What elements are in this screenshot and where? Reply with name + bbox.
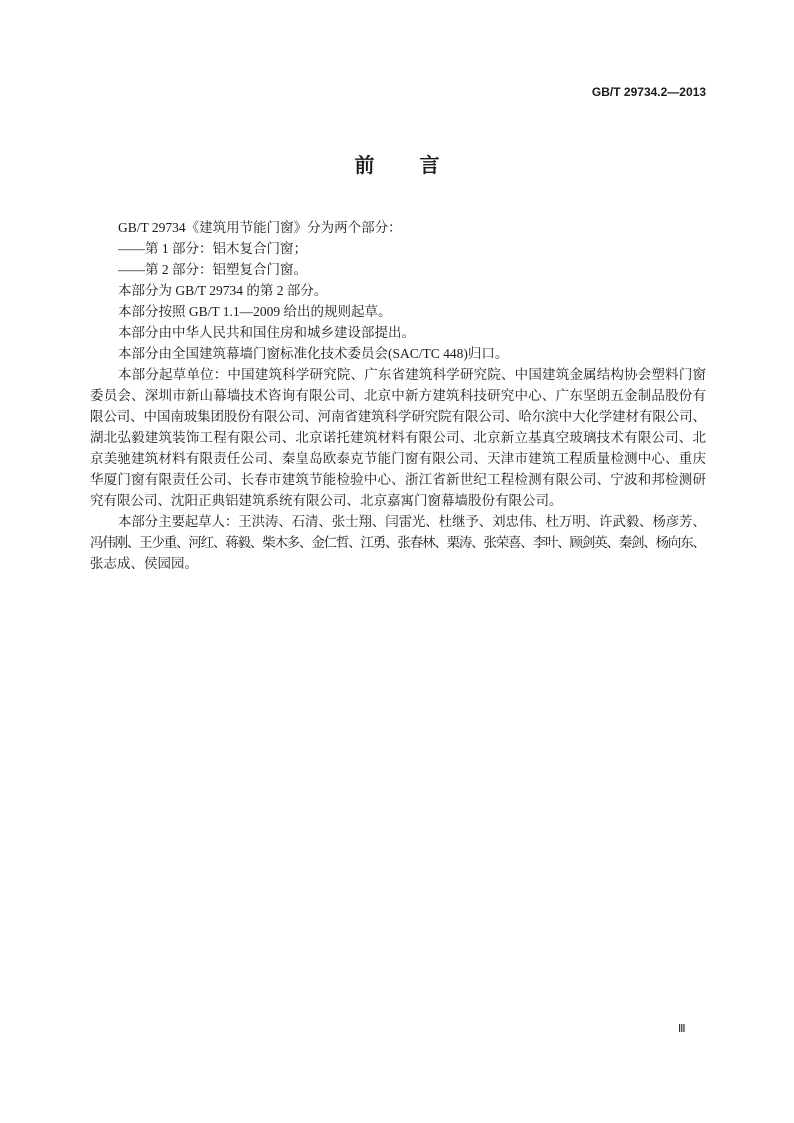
paragraph-part-2 [90, 259, 706, 280]
line-text: 湖北弘毅建筑装饰工程有限公司、北京诺托建筑材料有限公司、北京新立基真空玻璃技术有限公司、北 [90, 430, 707, 445]
paragraph-drafters [90, 511, 706, 574]
foreword-line [90, 406, 706, 427]
line-text: 本部分由中华人民共和国住房和城乡建设部提出。 [118, 325, 415, 340]
line-text: ——第 1 部分：铝木复合门窗； [118, 241, 307, 256]
paragraph-part-1 [90, 238, 706, 259]
line-text: 本部分起草单位：中国建筑科学研究院、广东省建筑科学研究院、中国建筑金属结构协会塑料门窗 [118, 367, 707, 382]
line-text: 本部分由全国建筑幕墙门窗标准化技术委员会(SAC/TC 448)归口。 [118, 346, 509, 361]
line-text: 冯伟刚、王少重、河红、蒋毅、柴木多、金仁哲、江勇、张春林、栗涛、张荣喜、李叶、顾剑英、秦剑、杨向东、 [90, 535, 705, 550]
paragraph-proposed-by [90, 322, 706, 343]
foreword-line [90, 532, 706, 553]
line-text: GB/T 29734《建筑用节能门窗》分为两个部分： [118, 220, 402, 235]
line-text: 委员会、深圳市新山幕墙技术咨询有限公司、北京中新方建筑科技研究中心、广东坚朗五金制品股份有 [90, 388, 707, 403]
foreword-line [90, 322, 706, 343]
line-text: 张志成、侯园园。 [90, 556, 198, 571]
line-text: 本部分为 GB/T 29734 的第 2 部分。 [118, 283, 328, 298]
foreword-line [90, 448, 706, 469]
foreword-line [90, 511, 706, 532]
foreword-line [90, 280, 706, 301]
foreword-line [90, 238, 706, 259]
foreword-line [90, 490, 706, 511]
foreword-line [90, 553, 706, 574]
line-text: 限公司、中国南玻集团股份有限公司、河南省建筑科学研究院有限公司、哈尔滨中大化学建材有限公司、 [90, 409, 706, 424]
paragraph-administered-by [90, 343, 706, 364]
paragraph-parts-intro [90, 217, 706, 238]
standard-code-header: GB/T 29734.2—2013 [591, 85, 706, 99]
page-title: 前 言 [354, 153, 440, 177]
foreword-line [90, 385, 706, 406]
paragraph-drafting-units [90, 364, 706, 511]
foreword-line [90, 427, 706, 448]
line-text: 华厦门窗有限责任公司、长春市建筑节能检验中心、浙江省新世纪工程检测有限公司、宁波和邦检测研 [90, 472, 707, 487]
foreword-line [90, 343, 706, 364]
page-number: Ⅲ [678, 1023, 686, 1035]
line-text: 本部分主要起草人：王洪涛、石清、张士翔、闫雷光、杜继予、刘忠伟、杜万明、许武毅、杨彦芳、 [118, 514, 706, 529]
line-text: 究有限公司、沈阳正典铝建筑系统有限公司、北京嘉寓门窗幕墙股份有限公司。 [90, 493, 563, 508]
line-text: 本部分按照 GB/T 1.1—2009 给出的规则起草。 [118, 304, 392, 319]
foreword-line [90, 301, 706, 322]
foreword-line [90, 364, 706, 385]
line-text: 京美驰建筑材料有限责任公司、秦皇岛欧泰克节能门窗有限公司、天津市建筑工程质量检测中心、重庆 [90, 451, 707, 466]
foreword-line [90, 469, 706, 490]
paragraph-drafting-rules [90, 301, 706, 322]
foreword-line [90, 217, 706, 238]
paragraph-this-part [90, 280, 706, 301]
line-text: ——第 2 部分：铝塑复合门窗。 [118, 262, 307, 277]
foreword-line [90, 259, 706, 280]
foreword-body [90, 217, 706, 574]
